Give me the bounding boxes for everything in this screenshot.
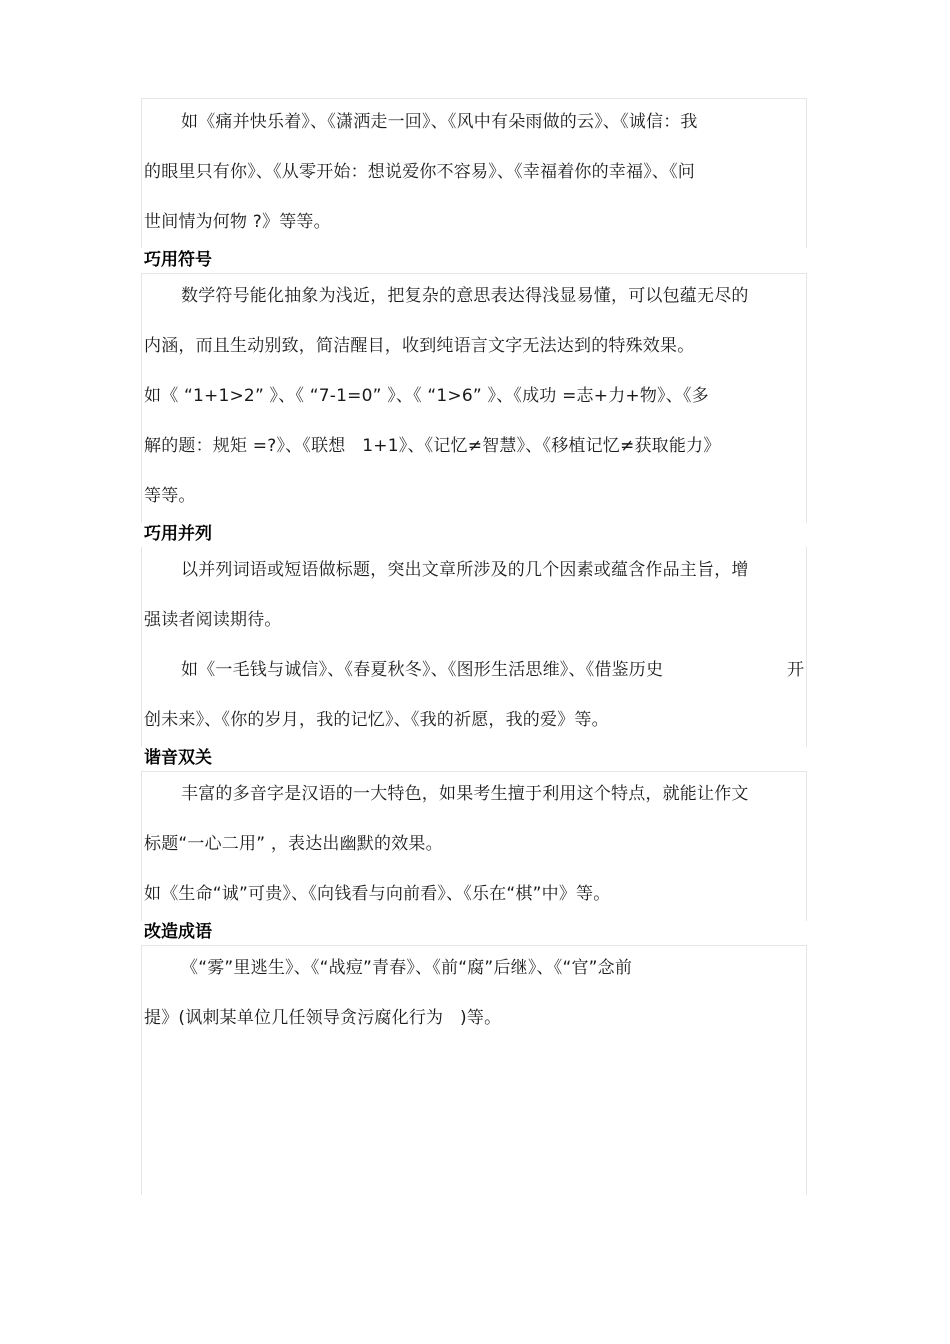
paragraph-line: 的眼里只有你》、《从零开始：想说爱你不容易》、《幸福着你的幸福》、《问 — [144, 162, 695, 182]
paragraph-line: 以并列词语或短语做标题，突出文章所涉及的几个因素或蕴含作品主旨，增 — [181, 560, 749, 580]
paragraph-line: 提》(讽刺某单位几任领导贪污腐化行为 )等。 — [144, 1008, 502, 1028]
paragraph-line-fragment: 开 — [787, 660, 804, 680]
text-box-5 — [141, 945, 807, 1195]
paragraph-line: 如《一毛钱与诚信》、《春夏秋冬》、《图形生活思维》、《借鉴历史 — [181, 660, 664, 680]
paragraph-line: 如《痛并快乐着》、《潇洒走一回》、《风中有朵雨做的云》、《诚信：我 — [181, 112, 698, 132]
section-heading: 巧用符号 — [144, 250, 212, 270]
paragraph-line: 解的题：规矩 =?》、《联想 1+1》、《记忆≠智慧》、《移植记忆≠获取能力》 — [144, 436, 721, 456]
paragraph-line: 强读者阅读期待。 — [144, 610, 282, 630]
paragraph-line: 《“雾”里逃生》、《“战痘”青春》、《前“腐”后继》、《“官”念前 — [181, 958, 633, 978]
paragraph-line: 标题“一心二用” ，表达出幽默的效果。 — [144, 834, 443, 854]
section-heading: 改造成语 — [144, 922, 212, 942]
paragraph-line: 世间情为何物 ?》等等。 — [144, 212, 331, 232]
paragraph-line: 数学符号能化抽象为浅近，把复杂的意思表达得浅显易懂，可以包蕴无尽的 — [181, 286, 749, 306]
paragraph-line: 丰富的多音字是汉语的一大特色，如果考生擅于利用这个特点，就能让作文 — [181, 784, 749, 804]
paragraph-line: 等等。 — [144, 486, 196, 506]
paragraph-line: 如《生命“诚”可贵》、《向钱看与向前看》、《乐在“棋”中》等。 — [144, 884, 611, 904]
paragraph-line: 内涵，而且生动别致，简洁醒目，收到纯语言文字无法达到的特殊效果。 — [144, 336, 695, 356]
section-heading: 谐音双关 — [144, 748, 212, 768]
paragraph-line: 创未来》、《你的岁月，我的记忆》、《我的祈愿，我的爱》等。 — [144, 710, 609, 730]
section-heading: 巧用并列 — [144, 524, 212, 544]
paragraph-line: 如《 “1+1>2” 》、《 “7-1=0” 》、《 “1>6” 》、《成功 =志+力+物》、《多 — [144, 386, 709, 406]
